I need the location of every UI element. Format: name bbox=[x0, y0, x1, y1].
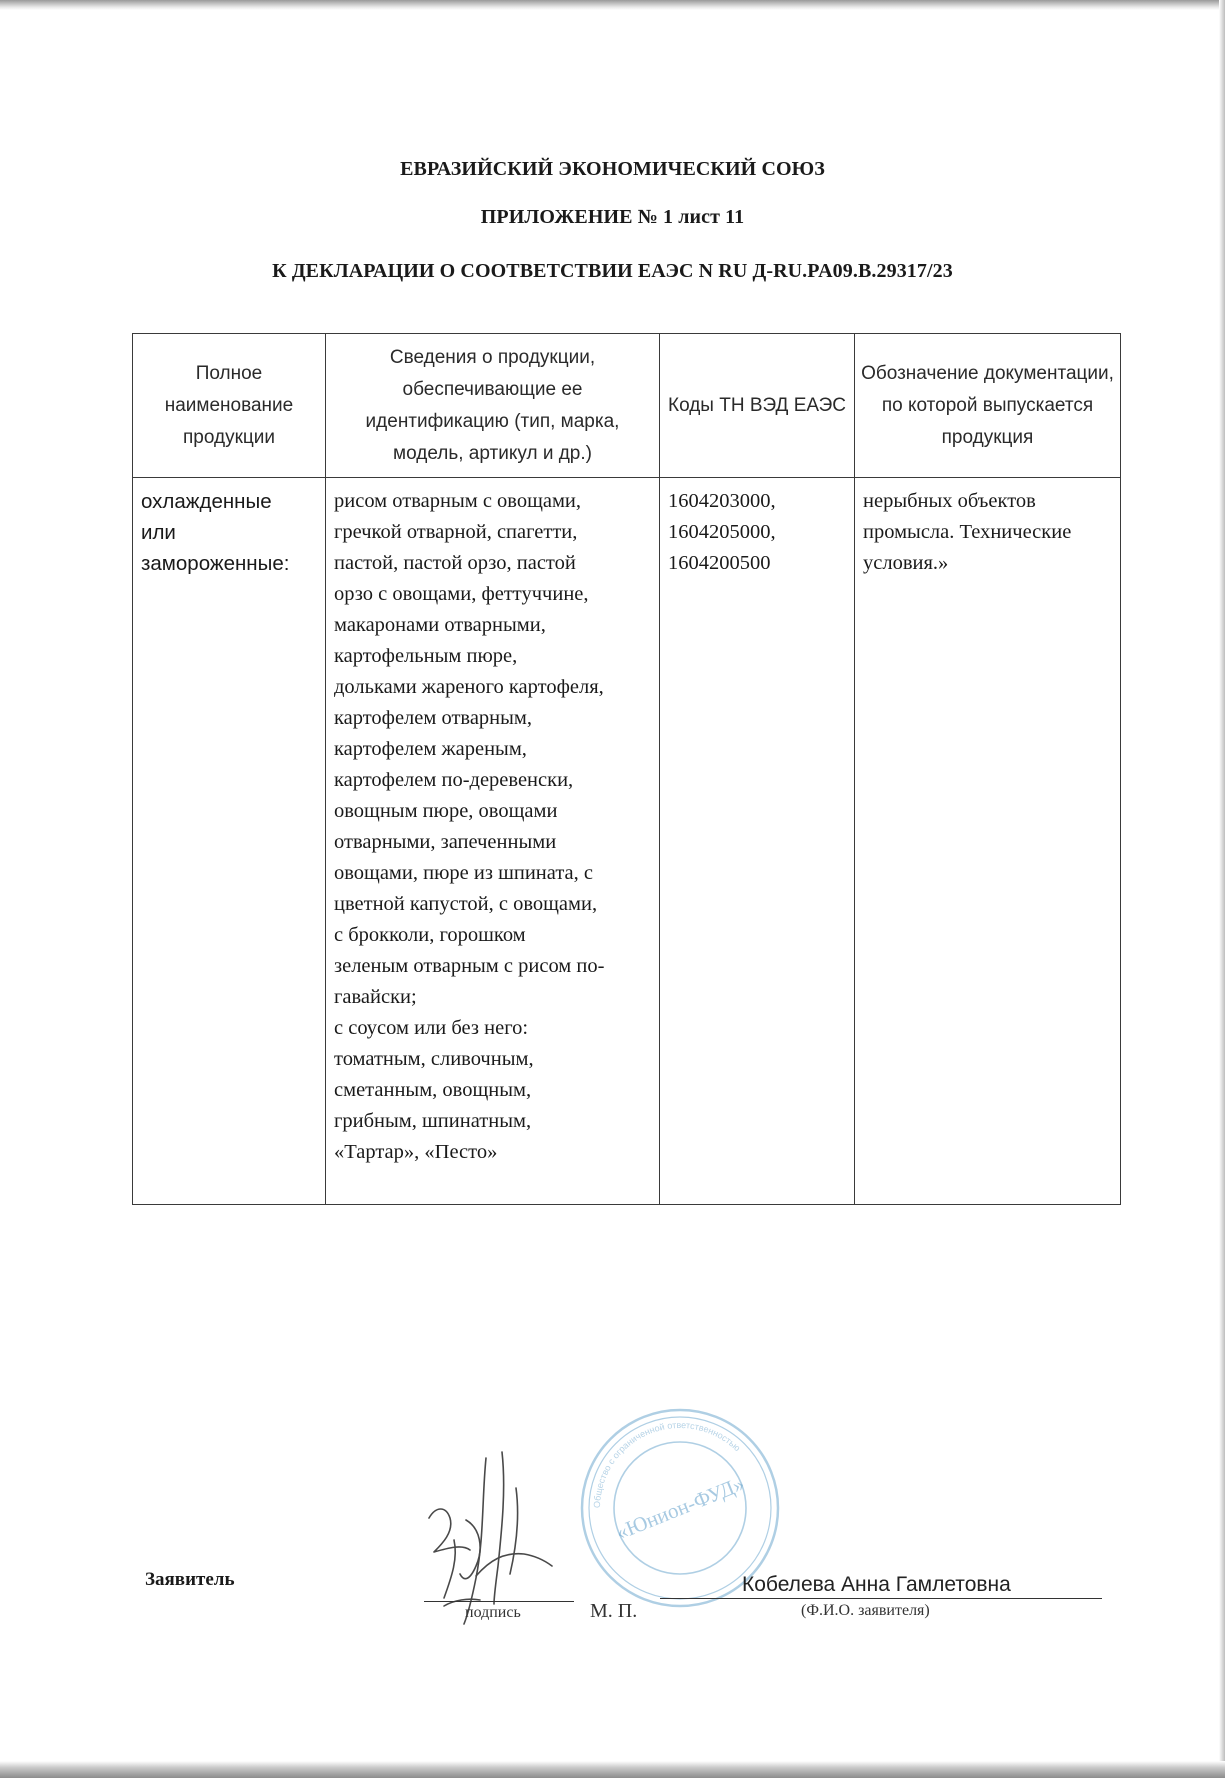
name-caption: (Ф.И.О. заявителя) bbox=[801, 1602, 930, 1619]
cell-line: или bbox=[141, 521, 176, 544]
seal-center-text: «Юнион-ФУД» bbox=[612, 1471, 748, 1545]
cell-line: гавайски; bbox=[334, 986, 417, 1008]
cell-line: 1604205000, bbox=[668, 521, 776, 543]
cell-line: рисом отварным с овощами, bbox=[334, 490, 582, 512]
cell-line: промысла. Технические bbox=[863, 521, 1072, 543]
name-line bbox=[660, 1598, 1102, 1599]
signature-caption: подпись bbox=[465, 1604, 521, 1621]
cell-hs-codes bbox=[660, 478, 855, 1205]
cell-line: охлажденные bbox=[141, 490, 272, 513]
declaration-table bbox=[132, 333, 1121, 1205]
seal-place-label: М. П. bbox=[590, 1600, 638, 1622]
cell-documentation bbox=[855, 478, 1121, 1205]
cell-line: овощным пюре, овощами bbox=[334, 800, 558, 822]
cell-line: замороженные: bbox=[141, 552, 290, 575]
applicant-name: Кобелева Анна Гамлетовна bbox=[742, 1573, 1011, 1596]
cell-line: отварными, запеченными bbox=[334, 831, 557, 853]
signature-line bbox=[424, 1601, 574, 1602]
cell-line: с брокколи, горошком bbox=[334, 924, 526, 946]
cell-product-name bbox=[133, 478, 326, 1205]
applicant-label: Заявитель bbox=[145, 1569, 235, 1590]
cell-line: условия.» bbox=[863, 552, 949, 574]
cell-line: зеленым отварным с рисом по- bbox=[334, 955, 605, 977]
cell-line: «Тартар», «Песто» bbox=[334, 1141, 498, 1163]
appendix-title: ПРИЛОЖЕНИЕ № 1 лист 11 bbox=[480, 206, 745, 228]
scan-edge-bottom bbox=[0, 1761, 1225, 1778]
declaration-title: К ДЕКЛАРАЦИИ О СООТВЕТСТВИИ ЕАЭС N RU Д-RU.PA09.B.29317/23 bbox=[272, 260, 953, 282]
cell-line: томатным, сливочным, bbox=[334, 1048, 534, 1070]
cell-line: с соусом или без него: bbox=[334, 1017, 529, 1039]
cell-line: грибным, шпинатным, bbox=[334, 1110, 532, 1132]
scan-edge-top bbox=[0, 0, 1225, 10]
column-header-name: Полное наименование продукции bbox=[133, 334, 326, 478]
cell-line: макаронами отварными, bbox=[334, 614, 546, 636]
cell-line: сметанным, овощным, bbox=[334, 1079, 532, 1101]
cell-line: пастой, пастой орзо, пастой bbox=[334, 552, 576, 574]
cell-line: картофелем отварным, bbox=[334, 707, 533, 729]
cell-line: 1604203000, bbox=[668, 490, 776, 512]
table-header-row bbox=[133, 334, 1121, 478]
table-row bbox=[133, 478, 1121, 1205]
column-header-codes: Коды ТН ВЭД ЕАЭС bbox=[660, 334, 855, 478]
cell-line: орзо с овощами, феттуччине, bbox=[334, 583, 589, 605]
column-header-documentation: Обозначение документации, по которой выпускается продукция bbox=[855, 334, 1121, 478]
cell-line: картофельным пюре, bbox=[334, 645, 518, 667]
union-title: ЕВРАЗИЙСКИЙ ЭКОНОМИЧЕСКИЙ СОЮЗ bbox=[400, 158, 825, 180]
cell-line: овощами, пюре из шпината, с bbox=[334, 862, 593, 884]
cell-line: 1604200500 bbox=[668, 552, 771, 574]
cell-product-info bbox=[326, 478, 660, 1205]
cell-line: нерыбных объектов bbox=[863, 490, 1036, 512]
cell-line: цветной капустой, с овощами, bbox=[334, 893, 598, 915]
cell-line: дольками жареного картофеля, bbox=[334, 676, 604, 698]
cell-line: картофелем по-деревенски, bbox=[334, 769, 574, 791]
cell-line: картофелем жареным, bbox=[334, 738, 527, 760]
cell-line: гречкой отварной, спагетти, bbox=[334, 521, 578, 543]
column-header-info: Сведения о продукции, обеспечивающие ее идентификацию (тип, марка, модель, артикул и др.) bbox=[326, 334, 660, 478]
seal-ring-text: Общество с ограниченной ответственностью bbox=[591, 1419, 743, 1509]
